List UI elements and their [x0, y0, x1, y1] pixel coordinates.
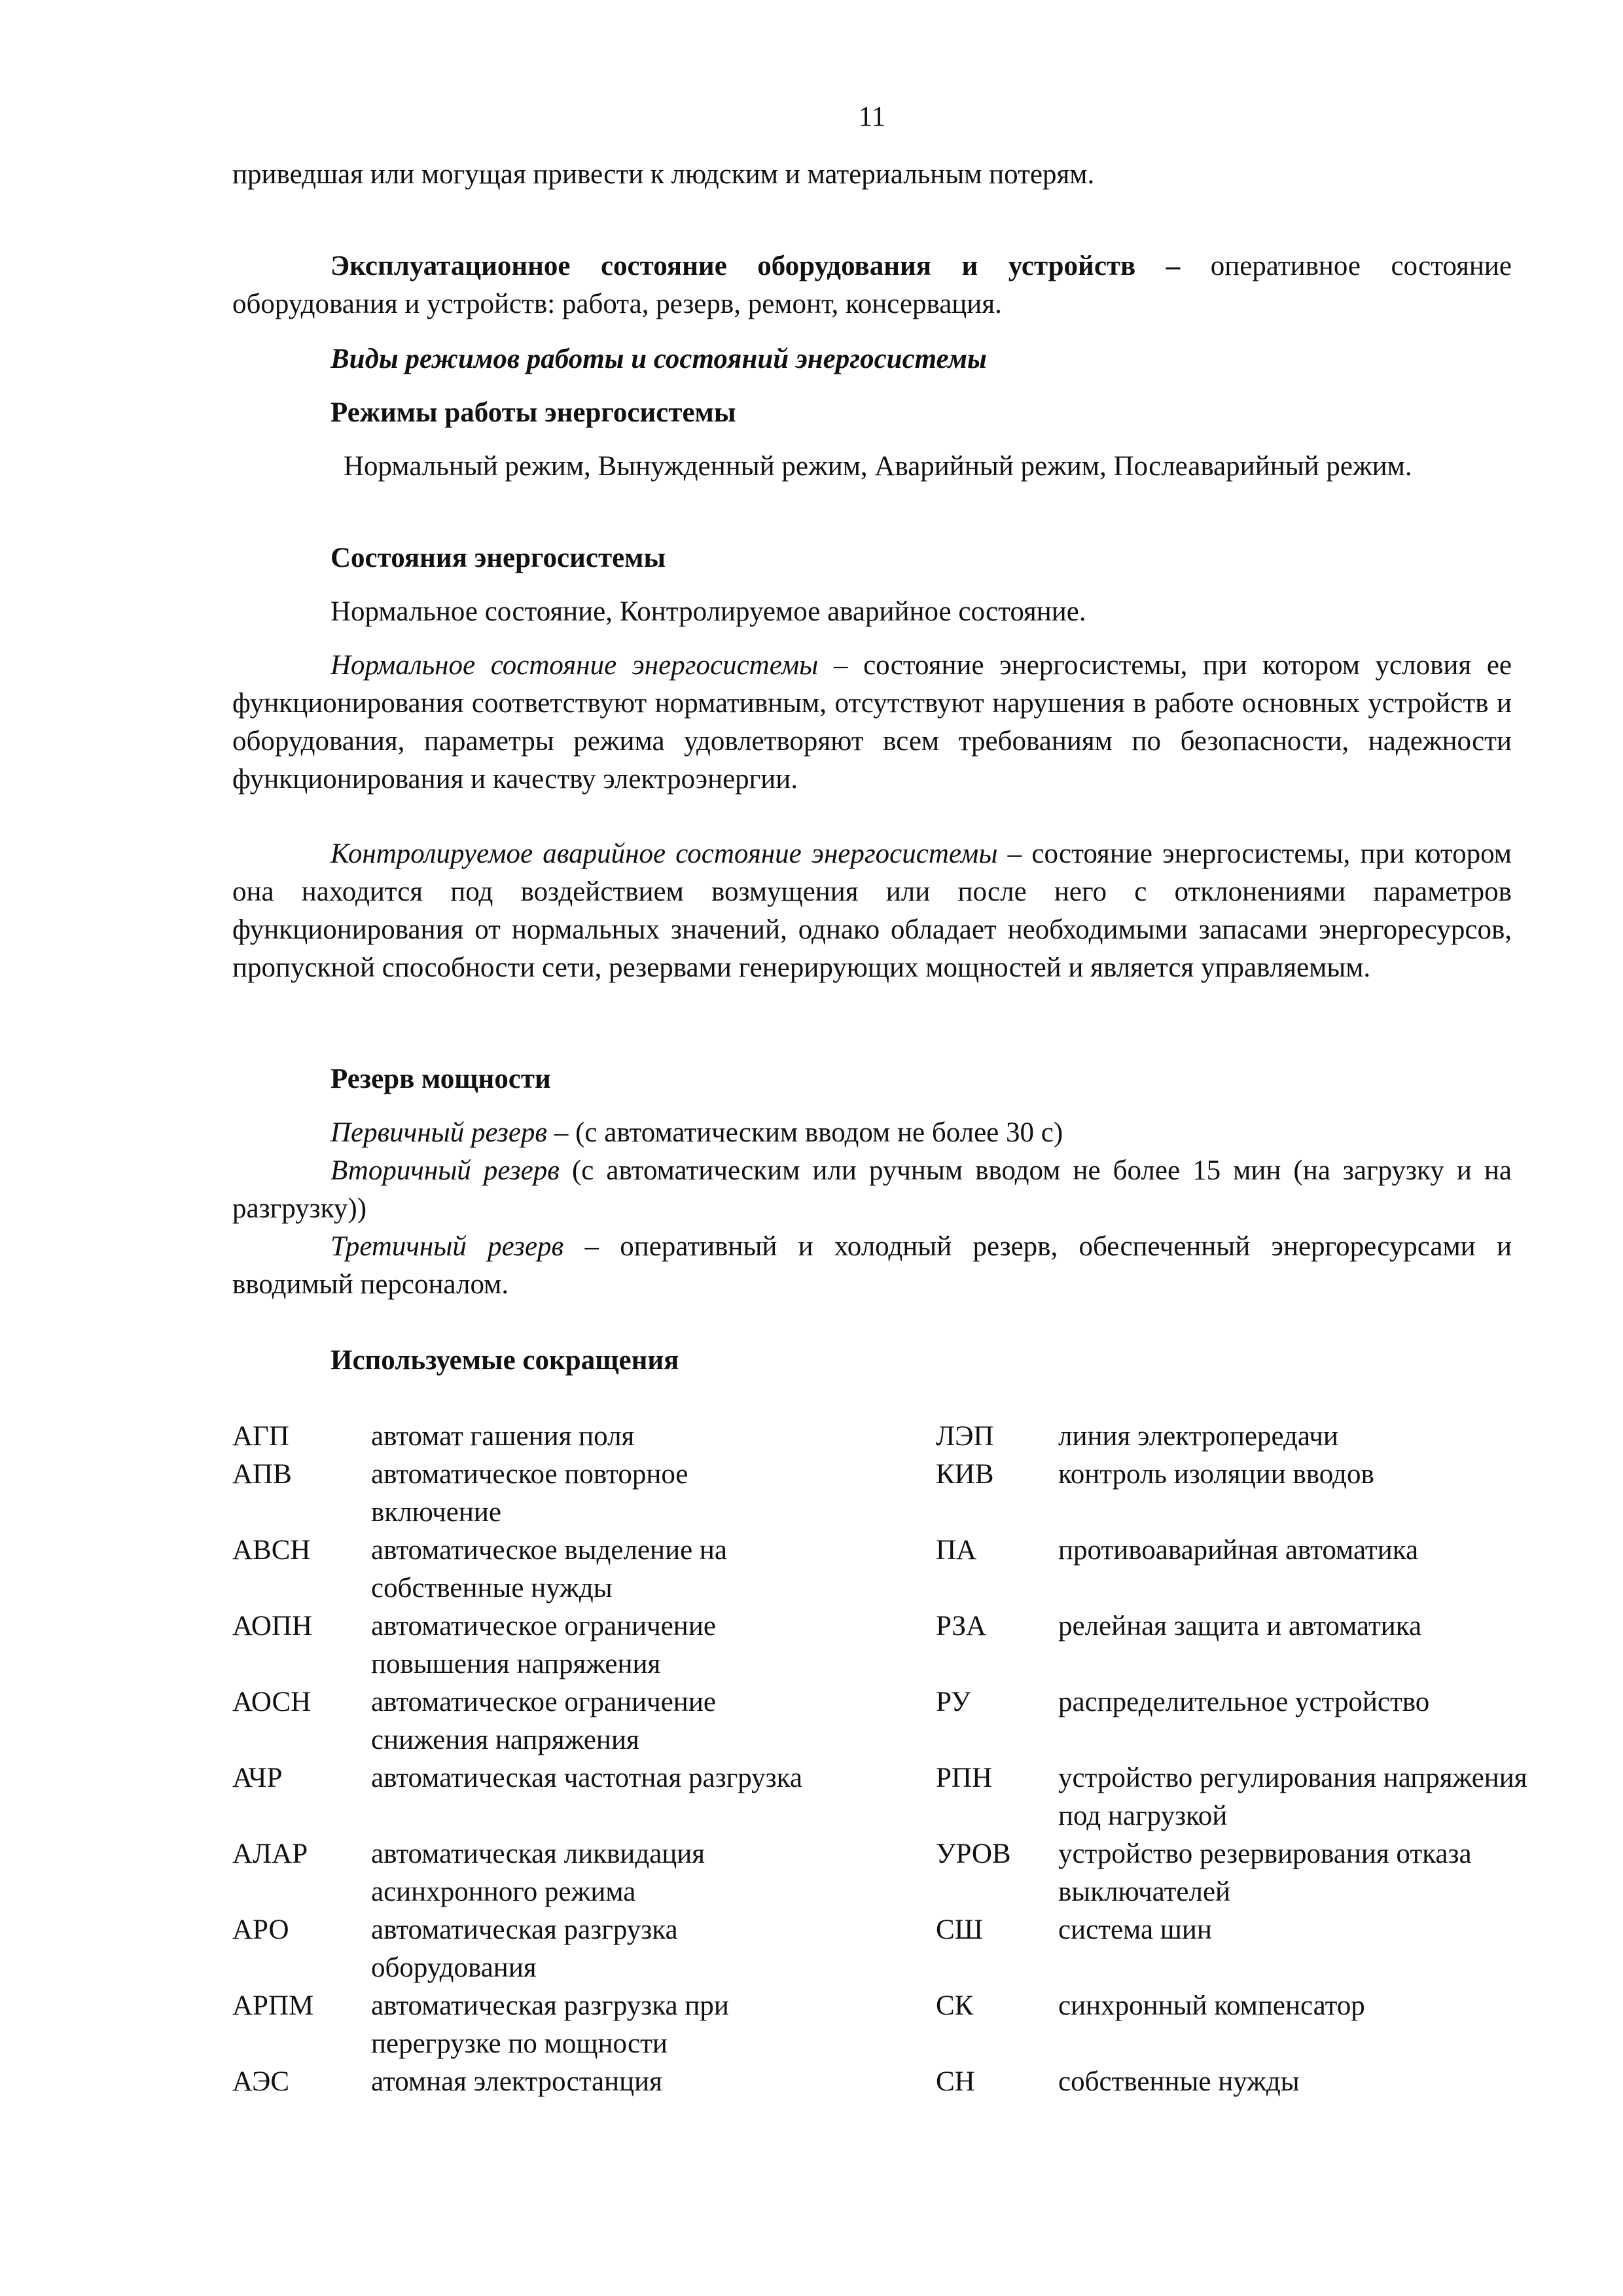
heading-reserve: Резерв мощности [330, 1064, 551, 1094]
right-abbr-description: распределительное устройство [1058, 1687, 1430, 1717]
left-abbr-description: автоматическая разгрузка при перегрузке по мощности [371, 1990, 729, 2059]
left-abbr-description: автоматическое повторное включение [371, 1459, 688, 1528]
heading-types: Виды режимов работы и состояний энергосистемы [330, 344, 987, 374]
right-abbr-description: синхронный компенсатор [1058, 1990, 1365, 2021]
right-abbr-code: РЗА [936, 1611, 987, 1641]
left-abbr-code: АЧР [232, 1763, 283, 1793]
left-abbr-code: АРО [232, 1914, 289, 1945]
right-abbr-description: противоаварийная автоматика [1058, 1535, 1419, 1566]
definition-normal-state: – состояние энергосистемы, при котором условия ее функционирования соответствуют нормативным, отсутствуют нарушения в работе основных устройств и оборудования, параметры режима удовлетворяют всем требованиям по безопасности, надежности функционирования и качеству электроэнергии. [232, 650, 1512, 795]
left-abbr-code: АВСН [232, 1535, 311, 1566]
right-abbr-code: РПН [936, 1763, 993, 1793]
left-abbr-code: АЭС [232, 2066, 290, 2097]
term-secondary-reserve: Вторичный резерв [330, 1155, 560, 1186]
paragraph-normal-state [232, 647, 1512, 798]
right-abbr-code: УРОВ [936, 1839, 1011, 1869]
left-abbr-description: автоматическое выделение на собственные нужды [371, 1535, 728, 1604]
left-abbr-code: АРПМ [232, 1990, 314, 2021]
left-abbr-description: автоматическое ограничение повышения напряжения [371, 1611, 716, 1679]
definition-tertiary-reserve: – оперативный и холодный резерв, обеспеченный энергоресурсами и вводимый персоналом. [232, 1231, 1512, 1300]
definition-primary-reserve: – (с автоматическим вводом не более 30 с) [547, 1117, 1063, 1148]
page-number: 11 [858, 101, 886, 132]
right-abbr-description: релейная защита и автоматика [1058, 1611, 1422, 1641]
right-abbr-code: ПА [936, 1535, 977, 1566]
paragraph-controlled-state [232, 835, 1512, 987]
left-abbr-description: автоматическая разгрузка оборудования [371, 1914, 678, 1983]
paragraph-modes: Нормальный режим, Вынужденный режим, Аварийный режим, Послеаварийный режим. [344, 451, 1412, 482]
right-abbr-code: СШ [936, 1914, 984, 1945]
right-abbr-description: устройство резервирования отказа выключателей [1058, 1839, 1472, 1907]
right-abbr-description: контроль изоляции вводов [1058, 1459, 1374, 1490]
term-normal-state: Нормальное состояние энергосистемы [330, 650, 819, 681]
right-abbr-description: линия электропередачи [1058, 1421, 1338, 1452]
right-abbr-description: система шин [1058, 1914, 1212, 1945]
left-abbr-code: АОСН [232, 1687, 312, 1717]
heading-abbreviations: Используемые сокращения [330, 1345, 679, 1376]
paragraph-exploitation-state [232, 247, 1512, 323]
heading-states: Состояния энергосистемы [330, 543, 666, 573]
left-abbr-code: АГП [232, 1421, 289, 1452]
left-abbr-description: автоматическая ликвидация асинхронного режима [371, 1839, 705, 1907]
left-abbr-code: АОПН [232, 1611, 313, 1641]
paragraph-tertiary-reserve [232, 1228, 1512, 1304]
term-exploitation-state: Эксплуатационное состояние оборудования и устройств – [330, 251, 1181, 281]
term-controlled-state: Контролируемое аварийное состояние энергосистемы [330, 838, 998, 869]
paragraph-primary-reserve [232, 1114, 1512, 1152]
paragraph-secondary-reserve [232, 1152, 1512, 1228]
right-abbr-code: ЛЭП [936, 1421, 994, 1452]
definition-controlled-state: – состояние энергосистемы, при котором она находится под воздействием возмущения или после него с отклонениями параметров функционирования от нормальных значений, однако обладает необходимыми запасами энергоресурсов, пропускной способности сети, резервами генерирующих мощностей и является управляемым. [232, 838, 1512, 983]
right-abbr-code: СК [936, 1990, 974, 2021]
right-abbr-code: РУ [936, 1687, 971, 1717]
definition-secondary-reserve: (с автоматическим или ручным вводом не более 15 мин (на загрузку и на разгрузку)) [232, 1155, 1512, 1224]
left-abbr-description: автомат гашения поля [371, 1421, 635, 1452]
right-abbr-description: устройство регулирования напряжения под нагрузкой [1058, 1763, 1527, 1831]
paragraph-continuation: приведшая или могущая привести к людским и материальным потерям. [232, 159, 1095, 190]
definition-exploitation-state: оперативное состояние оборудования и устройств: работа, резерв, ремонт, консервация. [232, 251, 1512, 319]
right-abbr-code: КИВ [936, 1459, 994, 1490]
right-abbr-code: СН [936, 2066, 975, 2097]
term-tertiary-reserve: Третичный резерв [330, 1231, 564, 1262]
left-abbr-description: автоматическое ограничение снижения напряжения [371, 1687, 716, 1755]
left-abbr-description: автоматическая частотная разгрузка [371, 1763, 802, 1793]
left-abbr-code: АЛАР [232, 1839, 308, 1869]
right-abbr-description: собственные нужды [1058, 2066, 1300, 2097]
paragraph-states: Нормальное состояние, Контролируемое аварийное состояние. [330, 596, 1086, 627]
left-abbr-code: АПВ [232, 1459, 292, 1490]
heading-modes: Режимы работы энергосистемы [330, 397, 736, 428]
left-abbr-description: атомная электростанция [371, 2066, 662, 2097]
term-primary-reserve: Первичный резерв [330, 1117, 548, 1148]
